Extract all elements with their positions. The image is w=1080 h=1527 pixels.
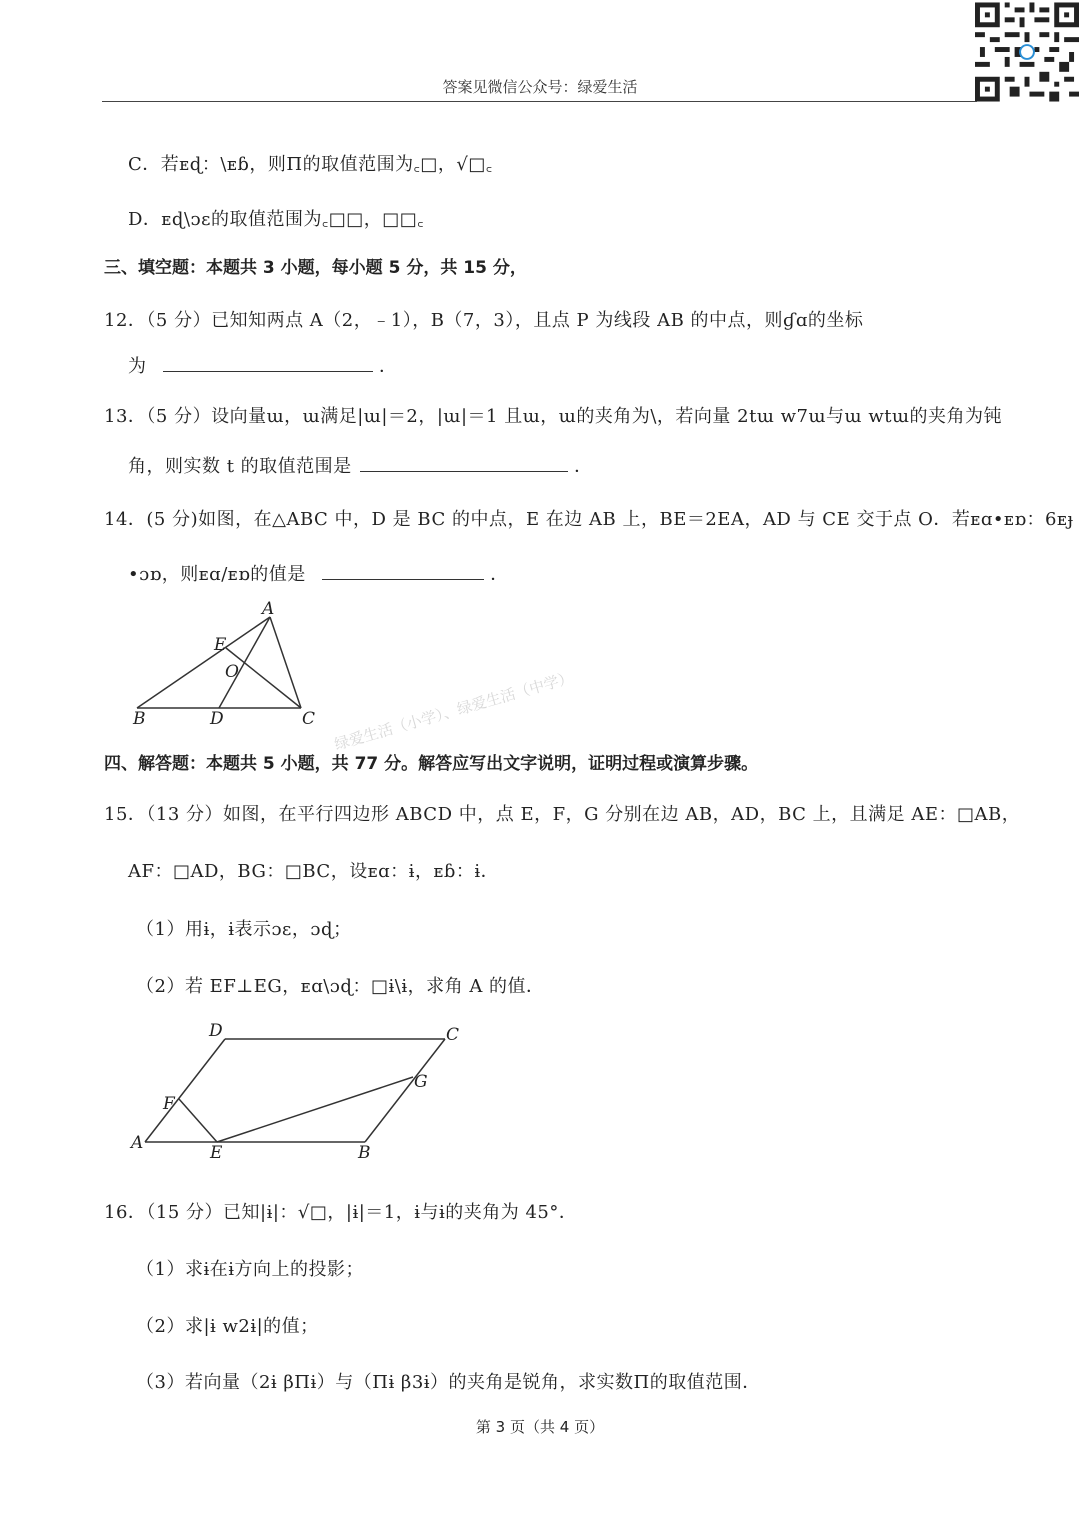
question-12-line-1: 12．（5 分）已知知两点 A（2，﹣1），B（7，3），且点 P 为线段 AB 的中点，则ɠɑ的坐标 bbox=[104, 310, 864, 331]
blank-period: ． bbox=[490, 564, 509, 585]
segment-ef bbox=[179, 1099, 217, 1142]
question-15-line-1: 15．（13 分）如图，在平行四边形 ABCD 中，点 E，F，G 分别在边 AB，AD，BC 上，且满足 AE：□AB， bbox=[104, 804, 1021, 825]
label-a: A bbox=[131, 1133, 144, 1153]
segment-ad bbox=[145, 1039, 225, 1142]
triangle-figure bbox=[125, 600, 335, 730]
header-title: 答案见微信公众号：绿爱生活 bbox=[442, 78, 638, 96]
section-4-heading: 四、解答题：本题共 5 小题，共 77 分。解答应写出文字说明，证明过程或演算步骤。 bbox=[104, 754, 759, 774]
answer-blank-13[interactable] bbox=[360, 453, 568, 472]
header-rule bbox=[102, 101, 977, 102]
question-16-line-1: 16．（15 分）已知|ɨ|：√□，|ɨ|＝1，ɨ与ɨ的夹角为 45°． bbox=[104, 1202, 578, 1223]
question-15-line-2: AF：□AD，BG：□BC，设ᴇɑ：ɨ，ᴇɓ：ɨ． bbox=[128, 861, 500, 882]
label-d: D bbox=[209, 1021, 223, 1041]
question-13-prefix: 角，则实数 t 的取值范围是 bbox=[128, 456, 352, 477]
option-d: D．ᴇɖ\ᴐɛ的取值范围为꜀□□，□□꜀ bbox=[128, 209, 424, 230]
question-16-part-1: （1）求ɨ在ɨ方向上的投影； bbox=[136, 1259, 364, 1280]
question-16-part-2: （2）求|ɨ w2ɨ|的值； bbox=[136, 1316, 319, 1337]
label-b: B bbox=[358, 1143, 371, 1163]
label-d: D bbox=[210, 709, 224, 729]
question-12-line-2 bbox=[128, 352, 397, 378]
label-o: O bbox=[225, 662, 239, 682]
label-e: E bbox=[214, 635, 227, 655]
segment-bc bbox=[365, 1039, 445, 1142]
answer-blank-14[interactable] bbox=[322, 561, 484, 580]
label-b: B bbox=[133, 709, 146, 729]
label-e: E bbox=[210, 1143, 223, 1163]
label-f: F bbox=[163, 1094, 175, 1114]
section-3-heading: 三、填空题：本题共 3 小题，每小题 5 分，共 15 分， bbox=[104, 258, 527, 278]
question-14-prefix: •ɔɒ，则ᴇɑ/ᴇɒ的值是 bbox=[128, 564, 306, 585]
parallelogram-figure bbox=[125, 1015, 475, 1165]
segment-ac bbox=[270, 617, 301, 708]
segment-eg bbox=[217, 1077, 413, 1142]
label-c: C bbox=[446, 1025, 460, 1045]
segment-ba bbox=[137, 617, 270, 708]
question-15-part-2: （2）若 EF⊥EG，ᴇɑ\ɔɖ：□ɨ\ɨ，求角 A 的值． bbox=[136, 976, 545, 997]
question-13-line-1: 13．（5 分）设向量ɯ，ɯ满足|ɯ|＝2，|ɯ|＝1 且ɯ，ɯ的夹角为\，若向量 2tɯ w7ɯ与ɯ wtɯ的夹角为钝 bbox=[104, 406, 1003, 427]
question-12-prefix: 为 bbox=[128, 356, 147, 377]
blank-period: ． bbox=[378, 356, 398, 377]
question-15-part-1: （1）用ɨ，ɨ表示ɔɛ，ɔɖ； bbox=[136, 919, 352, 940]
blank-period: ． bbox=[574, 456, 593, 477]
question-16-part-3: （3）若向量（2ɨ βΠɨ）与（Πɨ β3ɨ）的夹角是锐角，求实数Π的取值范围． bbox=[136, 1372, 761, 1393]
question-13-line-2 bbox=[128, 452, 593, 478]
watermark: 绿爱生活（小学）、绿爱生活（中学） bbox=[332, 668, 576, 754]
question-14-line-2 bbox=[128, 560, 509, 586]
label-a: A bbox=[262, 600, 275, 619]
label-g: G bbox=[414, 1072, 428, 1092]
option-c: C．若ᴇɖ：\ᴇɓ，则Π的取值范围为꜀□，√□꜀ bbox=[128, 154, 493, 175]
label-c: C bbox=[302, 709, 316, 729]
answer-blank-12[interactable] bbox=[163, 353, 373, 372]
question-14-line-1: 14．(5 分)如图，在△ABC 中，D 是 BC 的中点，E 在边 AB 上，BE＝2EA，AD 与 CE 交于点 O．若ᴇɑ•ᴇɒ：6ᴇɟ bbox=[104, 509, 1074, 530]
page-footer: 第 3 页（共 4 页） bbox=[475, 1418, 605, 1436]
